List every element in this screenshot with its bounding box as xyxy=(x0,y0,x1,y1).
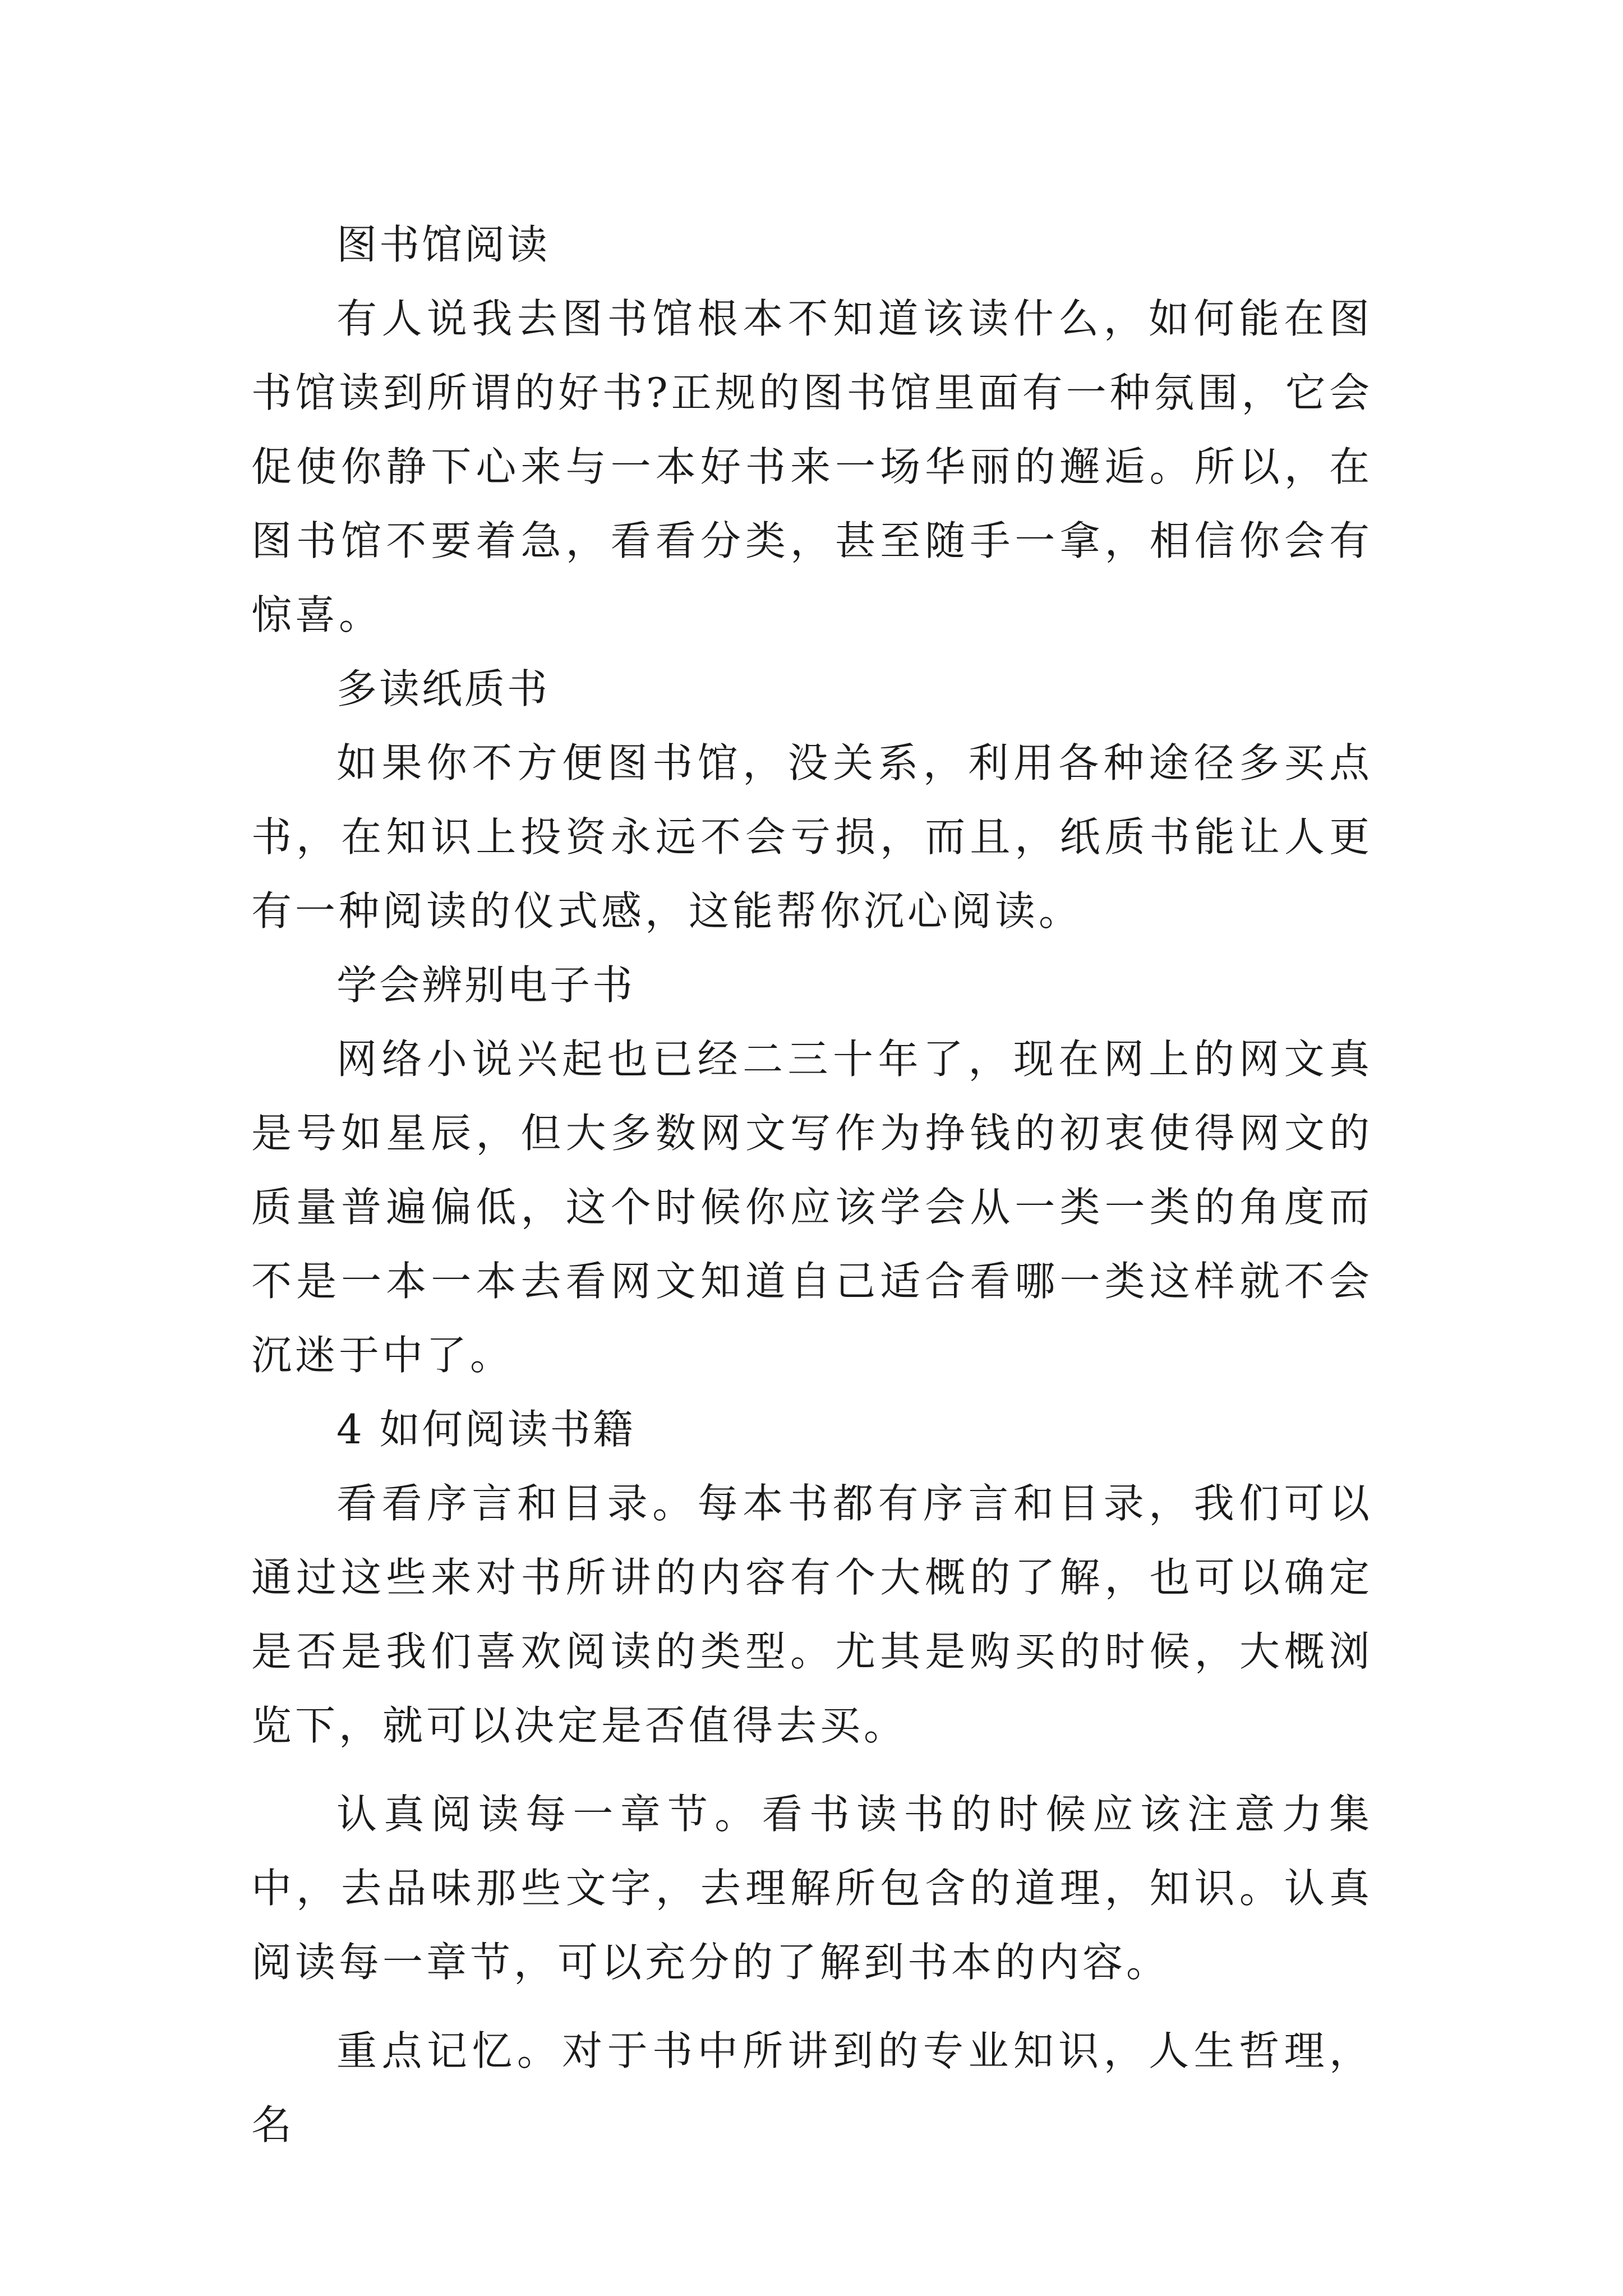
paragraph-ebooks: 网络小说兴起也已经二三十年了，现在网上的网文真是号如星辰，但大多数网文写作为挣钱的初衷使得网文的质量普遍偏低，这个时候你应该学会从一类一类的角度而不是一本一本去看网文知道自己适合看哪一类这样就不会沉迷于中了。 xyxy=(251,1036,1373,1379)
paragraph-read-each-chapter: 认真阅读每一章节。看书读书的时候应该注意力集中，去品味那些文字，去理解所包含的道理，知识。认真阅读每一章节，可以充分的了解到书本的内容。 xyxy=(251,1791,1373,1986)
section-heading-library-reading: 图书馆阅读 xyxy=(336,221,550,268)
section-heading-ebooks: 学会辨别电子书 xyxy=(336,961,635,1009)
section-heading-how-to-read: 4 如何阅读书籍 xyxy=(336,1406,635,1453)
paragraph-library-reading: 有人说我去图书馆根本不知道该读什么，如何能在图书馆读到所谓的好书?正规的图书馆里面有一种氛围，它会促使你静下心来与一本好书来一场华丽的邂逅。所以，在图书馆不要着急，看看分类，甚至随手一拿，相信你会有惊喜。 xyxy=(251,295,1373,638)
paragraph-paper-books: 如果你不方便图书馆，没关系，利用各种途径多买点书，在知识上投资永远不会亏损，而且，纸质书能让人更有一种阅读的仪式感，这能帮你沉心阅读。 xyxy=(251,739,1373,935)
paragraph-preface-and-contents: 看看序言和目录。每本书都有序言和目录，我们可以通过这些来对书所讲的内容有个大概的了解，也可以确定是否是我们喜欢阅读的类型。尤其是购买的时候，大概浏览下，就可以决定是否值得去买。 xyxy=(251,1480,1373,1749)
paragraph-gap xyxy=(251,1999,1373,2014)
paragraph-key-memory: 重点记忆。对于书中所讲到的专业知识，人生哲理，名 xyxy=(251,2027,1373,2148)
document-body xyxy=(251,208,1373,2162)
paragraph-gap xyxy=(251,1763,1373,1777)
section-heading-paper-books: 多读纸质书 xyxy=(336,665,550,712)
